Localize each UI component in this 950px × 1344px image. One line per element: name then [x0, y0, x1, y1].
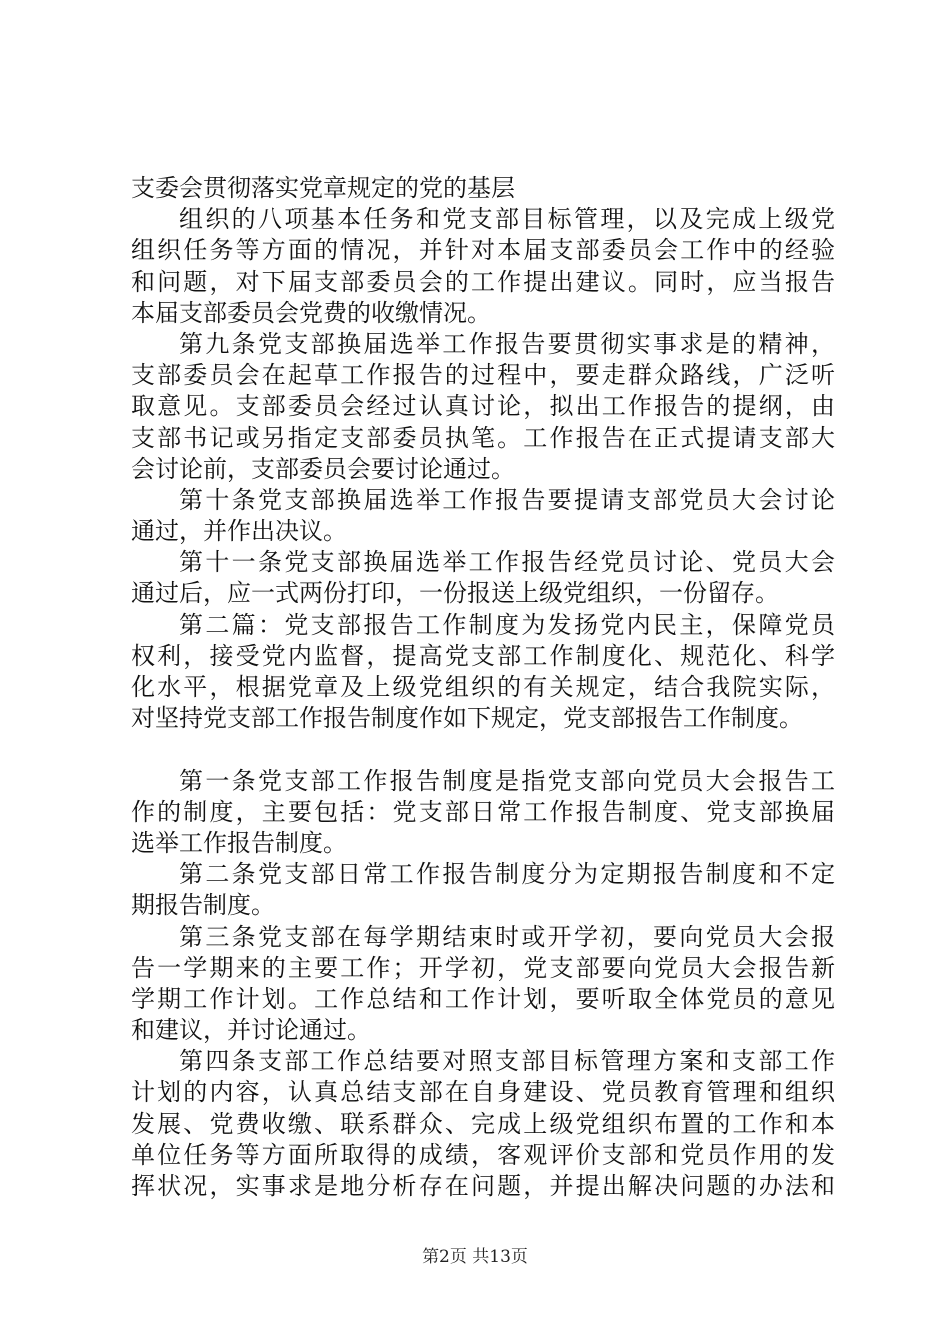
text-line: 通过，并作出决议。 [131, 517, 347, 546]
text-line: 作的制度，主要包括：党支部日常工作报告制度、党支部换届 [131, 797, 835, 826]
text-line: 第二条党支部日常工作报告制度分为定期报告制度和不定 [179, 860, 835, 889]
text-line: 和建议，并讨论通过。 [131, 1016, 371, 1045]
text-line: 通过后，应一式两份打印，一份报送上级党组织，一份留存。 [131, 579, 779, 608]
text-line: 支委会贯彻落实党章规定的党的基层 [131, 174, 515, 202]
text-line: 对坚持党支部工作报告制度作如下规定，党支部报告工作制度。 [131, 704, 803, 733]
text-line: 第十条党支部换届选举工作报告要提请支部党员大会讨论 [179, 485, 835, 514]
text-line: 化水平，根据党章及上级党组织的有关规定，结合我院实际， [131, 673, 835, 701]
text-line: 第九条党支部换届选举工作报告要贯彻实事求是的精神， [179, 329, 835, 358]
text-line: 权利，接受党内监督，提高党支部工作制度化、规范化、科学 [131, 641, 835, 670]
text-line: 第十一条党支部换届选举工作报告经党员讨论、党员大会 [179, 548, 835, 577]
text-line: 第二篇：党支部报告工作制度为发扬党内民主，保障党员 [179, 610, 835, 639]
document-body [131, 173, 835, 1202]
text-line: 组织的八项基本任务和党支部目标管理，以及完成上级党 [179, 205, 835, 234]
text-line: 支部书记或另指定支部委员执笔。工作报告在正式提请支部大 [131, 423, 835, 452]
text-line: 单位任务等方面所取得的成绩，客观评价支部和党员作用的发 [131, 1140, 835, 1169]
text-line: 会讨论前，支部委员会要讨论通过。 [131, 454, 515, 483]
text-line: 组织任务等方面的情况，并针对本届支部委员会工作中的经验 [131, 236, 835, 265]
text-line: 本届支部委员会党费的收缴情况。 [131, 298, 491, 327]
text-line: 发展、党费收缴、联系群众、完成上级党组织布置的工作和本 [131, 1109, 835, 1138]
text-line: 选举工作报告制度。 [131, 828, 347, 857]
text-line: 学期工作计划。工作总结和工作计划，要听取全体党员的意见 [131, 984, 835, 1013]
text-line: 第四条支部工作总结要对照支部目标管理方案和支部工作 [179, 1047, 835, 1076]
text-line: 期报告制度。 [131, 891, 275, 920]
text-line: 支部委员会在起草工作报告的过程中，要走群众路线，广泛听 [131, 361, 835, 390]
text-line: 取意见。支部委员会经过认真讨论，拟出工作报告的提纲，由 [131, 392, 835, 421]
text-line: 计划的内容，认真总结支部在自身建设、党员教育管理和组织 [131, 1078, 835, 1107]
text-line: 第三条党支部在每学期结束时或开学初，要向党员大会报 [179, 922, 835, 951]
paragraph-spacer [131, 734, 835, 765]
text-line: 第一条党支部工作报告制度是指党支部向党员大会报告工 [179, 766, 835, 795]
text-line: 挥状况，实事求是地分析存在问题，并提出解决问题的办法和 [131, 1172, 835, 1200]
text-line: 和问题，对下届支部委员会的工作提出建议。同时，应当报告 [131, 267, 835, 296]
page-footer [0, 1246, 950, 1268]
text-line: 告一学期来的主要工作；开学初，党支部要向党员大会报告新 [131, 953, 835, 982]
page-number-label: 第2页 共13页 [422, 1247, 528, 1267]
